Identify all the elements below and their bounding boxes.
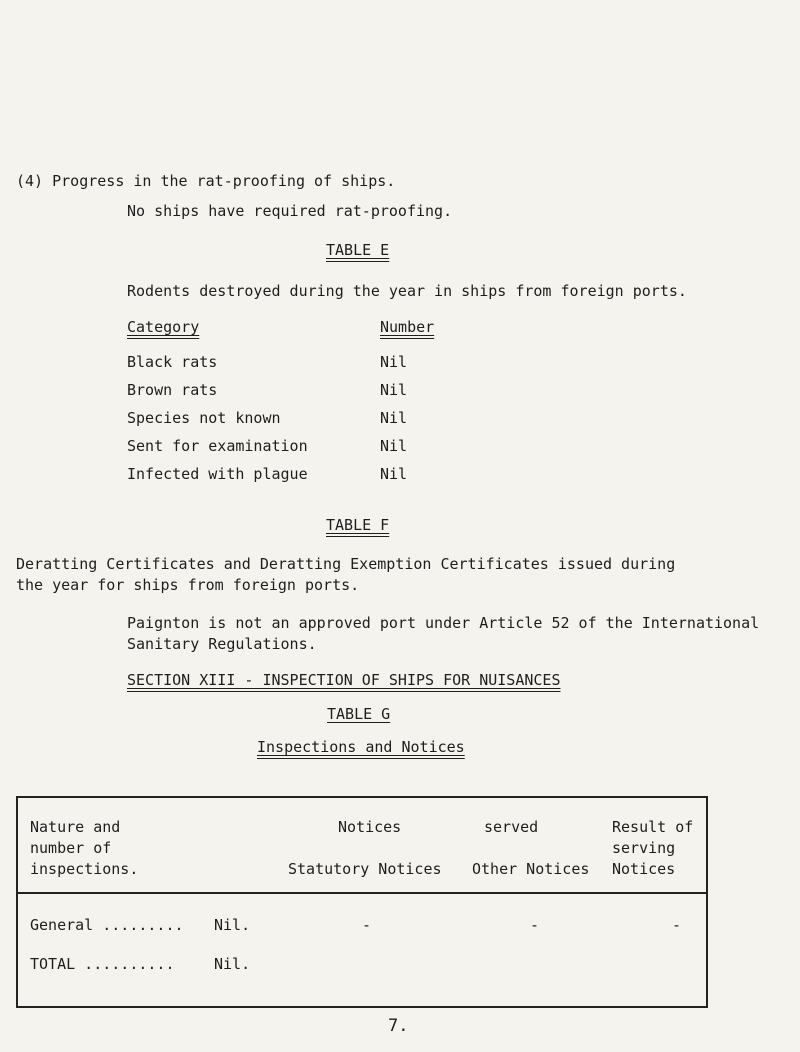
- table-e-number: Nil: [380, 465, 408, 483]
- header-statutory-notices: Statutory Notices: [288, 860, 442, 878]
- table-e-category: Infected with plague: [127, 465, 308, 483]
- header-result-line: Notices: [612, 860, 676, 878]
- row-general-result: -: [672, 916, 682, 934]
- table-e-label: TABLE E: [326, 241, 390, 259]
- table-e-number: Nil: [380, 409, 408, 427]
- table-e-row: [127, 465, 447, 485]
- table-e-header-number: Number: [380, 318, 435, 336]
- header-nature-line: inspections.: [30, 860, 139, 878]
- table-e-header-category: Category: [127, 318, 200, 336]
- table-e-number: Nil: [380, 437, 408, 455]
- header-result-line: serving: [612, 839, 676, 857]
- header-result-line: Result of: [612, 818, 694, 836]
- paignton-note-line: Paignton is not an approved port under Article 52 of the International: [127, 614, 760, 632]
- row-total-label: TOTAL ..........: [30, 955, 175, 973]
- page-number: 7.: [388, 1016, 409, 1036]
- row-general-value: Nil.: [214, 916, 251, 934]
- row-general-label: General .........: [30, 916, 184, 934]
- table-f-label: TABLE F: [326, 516, 390, 534]
- table-e-row: [127, 353, 447, 373]
- table-e-number: Nil: [380, 353, 408, 371]
- header-nature-line: number of: [30, 839, 112, 857]
- header-divider: [18, 892, 706, 894]
- table-e-number: Nil: [380, 381, 408, 399]
- table-e-caption: Rodents destroyed during the year in ships from foreign ports.: [127, 282, 687, 300]
- section-xiii-heading: SECTION XIII - INSPECTION OF SHIPS FOR NUISANCES: [127, 671, 561, 689]
- row-general-statutory: -: [362, 916, 372, 934]
- header-nature-line: Nature and: [30, 818, 121, 836]
- rat-proofing-statement: No ships have required rat-proofing.: [127, 202, 453, 220]
- paignton-note-line: Sanitary Regulations.: [127, 635, 317, 653]
- section-heading-rat-proofing: (4) Progress in the rat-proofing of ships.: [16, 172, 396, 190]
- table-e-row: [127, 409, 447, 429]
- table-g-subtitle: Inspections and Notices: [257, 738, 465, 756]
- header-other-notices: Other Notices: [472, 860, 590, 878]
- table-g-label: TABLE G: [327, 705, 391, 723]
- header-notices: Notices: [338, 818, 402, 836]
- row-general-other: -: [530, 916, 540, 934]
- table-e-category: Species not known: [127, 409, 281, 427]
- table-f-paragraph-line: the year for ships from foreign ports.: [16, 576, 360, 594]
- table-e-category: Black rats: [127, 353, 218, 371]
- row-total-value: Nil.: [214, 955, 251, 973]
- inspections-notices-table: [16, 796, 708, 1008]
- table-f-paragraph-line: Deratting Certificates and Deratting Exemption Certificates issued during: [16, 555, 676, 573]
- header-served: served: [484, 818, 539, 836]
- table-e-category: Brown rats: [127, 381, 218, 399]
- table-e-row: [127, 437, 447, 457]
- table-e-row: [127, 381, 447, 401]
- table-e-category: Sent for examination: [127, 437, 308, 455]
